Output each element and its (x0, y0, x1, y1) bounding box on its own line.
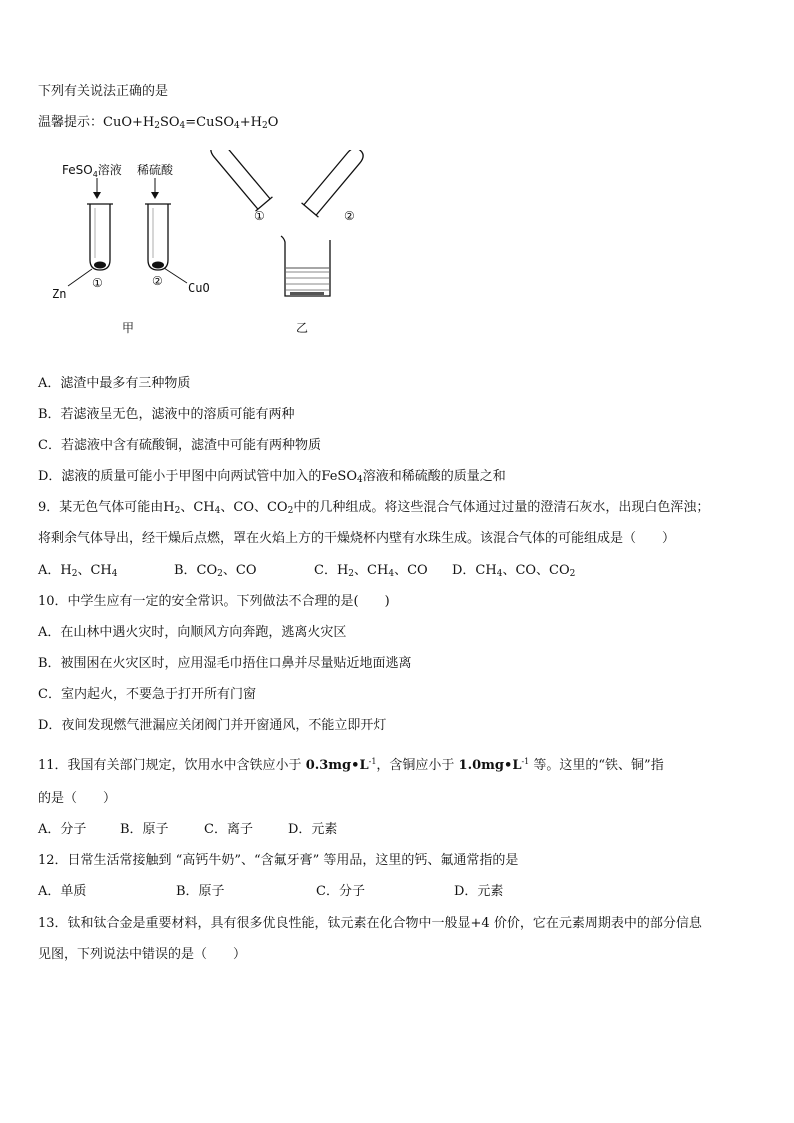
q11-option-b: B．原子 (120, 822, 169, 837)
acid-label: 稀硫酸 (137, 163, 174, 177)
q11-option-d: D．元素 (288, 822, 338, 837)
arrow-icon (151, 178, 159, 199)
tilted-tube-1-number: ① (254, 209, 265, 223)
zn-label: Zn (52, 287, 67, 301)
q9-stem-line2: 将剩余气体导出，经干燥后点燃，罩在火焰上方的干燥烧杯内壁有水珠生成。该混合气体的可能组成是（ ） (38, 531, 676, 546)
q12-option-b: B．原子 (176, 884, 225, 899)
q8-option-c: C．若滤液中含有硫酸铜，滤渣中可能有两种物质 (38, 438, 321, 453)
q10-option-c: C．室内起火，不要急于打开所有门窗 (38, 687, 256, 702)
experiment-figure (40, 150, 400, 350)
q9-option-b: B．$CO_2$、CO (174, 563, 257, 579)
q10-option-b: B．被围困在火灾区时，应用湿毛巾捂住口鼻并尽量贴近地面逃离 (38, 656, 412, 671)
q10-stem: 10．中学生应有一定的安全常识。下列做法不合理的是( ) (38, 594, 390, 609)
q12-stem: 12．日常生活常接触到 “高钙牛奶”、“含氟牙膏” 等用品，这里的钙、氟通常指的是 (38, 853, 519, 868)
q9-options (38, 562, 575, 583)
feso4-label: FeSO$_4$溶液 (62, 163, 122, 179)
q11-stem-line2: 的是（ ） (38, 791, 117, 806)
q11-options (38, 821, 337, 839)
hint-equation: 温馨提示：$CuO+H_2SO_4=CuSO_4+H_2O$ (38, 115, 279, 131)
q11-stem-line1: 11．我国有关部门规定，饮用水中含铁应小于 $0.3mg•L^{-1}$，含铜应小于 $1.0mg•L^{-1}$ 等。这里的“铁、铜”指 (38, 757, 664, 773)
question-stem: 下列有关说法正确的是 (38, 84, 169, 99)
q13-stem-line2: 见图，下列说法中错误的是（ ） (38, 947, 247, 962)
q8-option-a: A．滤渣中最多有三种物质 (38, 376, 191, 391)
q10-option-a: A．在山林中遇火灾时，向顺风方向奔跑，逃离火灾区 (38, 625, 347, 640)
beaker (281, 236, 330, 296)
arrow-icon (93, 178, 101, 199)
caption-jia: 甲 (122, 321, 135, 335)
q9-option-c: C．$H_2$、$CH_4$、CO (314, 563, 428, 579)
cuo-label: CuO (188, 281, 210, 295)
q8-option-d: D．滤液的质量可能小于甲图中向两试管中加入的FeSO$_4$溶液和稀硫酸的质量之和 (38, 469, 506, 485)
q9-option-a: A．$H_2$、$CH_4$ (38, 563, 118, 579)
tilted-tube-1 (205, 150, 272, 211)
q11-option-c: C．离子 (204, 822, 253, 837)
q13-stem-line1: 13．钛和钛合金是重要材料，具有很多优良性能，钛元素在化合物中一般显+4 价价，它在元素周期表中的部分信息 (38, 916, 702, 931)
test-tube-1 (87, 204, 113, 270)
tilted-tube-2-number: ② (344, 209, 355, 223)
q9-stem-line1: 9．某无色气体可能由$H_2$、$CH_4$、CO、$CO_2$中的几种组成。将这些混合气体通过过量的澄清石灰水，出现白色浑浊； (38, 500, 710, 516)
tilted-tube-2 (302, 150, 369, 217)
q8-option-b: B．若滤液呈无色，滤液中的溶质可能有两种 (38, 407, 295, 422)
q12-option-d: D．元素 (454, 884, 504, 899)
q12-option-a: A．单质 (38, 884, 87, 899)
q10-option-d: D．夜间发现燃气泄漏应关闭阀门并开窗通风，不能立即开灯 (38, 718, 387, 733)
q11-option-a: A．分子 (38, 822, 87, 837)
q12-option-c: C．分子 (316, 884, 365, 899)
caption-yi: 乙 (296, 321, 309, 335)
tube-2-number: ② (152, 274, 163, 288)
q12-options (38, 883, 503, 901)
test-tube-2 (145, 204, 171, 270)
q9-option-d: D．$CH_4$、CO、$CO_2$ (452, 563, 576, 579)
tube-1-number: ① (92, 276, 103, 290)
